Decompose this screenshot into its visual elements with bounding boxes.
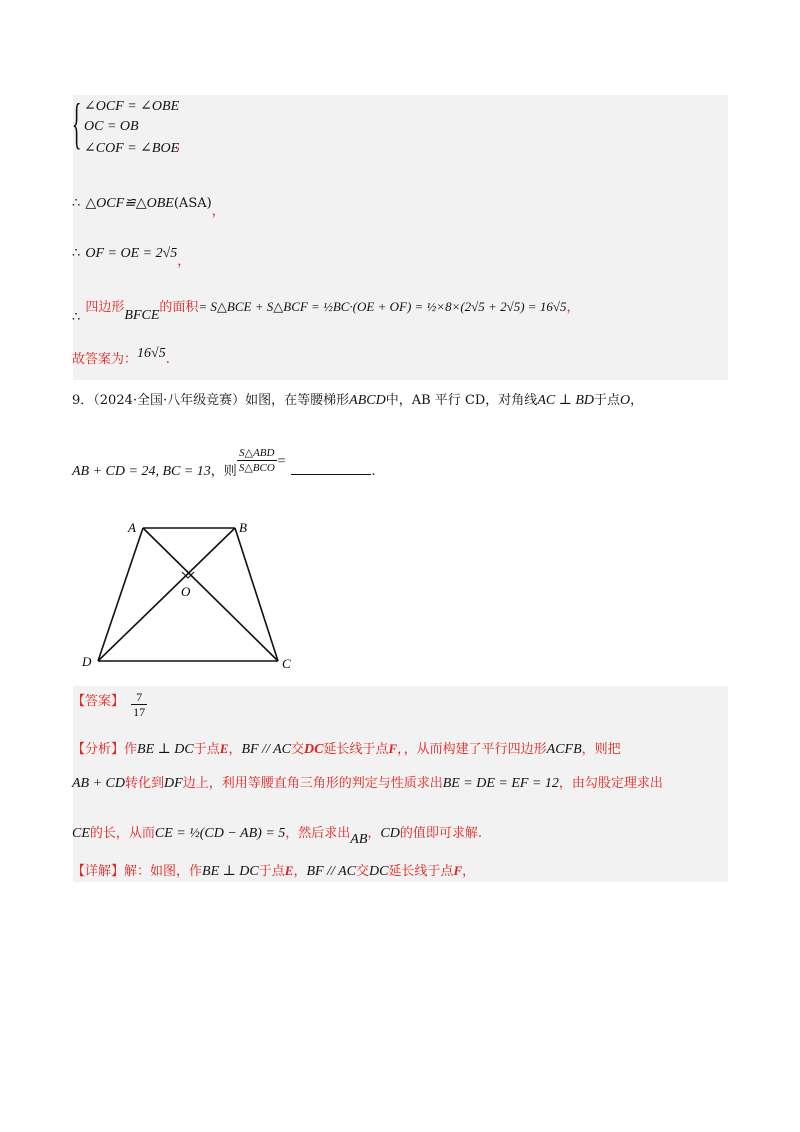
analysis-math: BE = DE = EF = 12 [442, 776, 559, 791]
answer-value: 16√5 [137, 346, 166, 361]
system-line-3: ∠COF = ∠BOE [84, 141, 180, 156]
analysis-line-1 [72, 738, 621, 758]
trapezoid-figure [78, 518, 318, 678]
detail-tag: 【详解】 [72, 864, 125, 879]
of-oe-comma: ， [177, 254, 191, 269]
analysis-text: 交 [290, 742, 304, 757]
analysis-text: 于点 [193, 742, 220, 757]
analysis-text: 边上，利用等腰直角三角形的判定与性质求出 [182, 776, 443, 791]
detail-text: 于点 [258, 864, 285, 879]
solution-panel-top [73, 95, 728, 380]
answer-denominator: 17 [133, 705, 146, 719]
detail-line [72, 860, 475, 880]
congruence-comma: ， [211, 204, 225, 219]
analysis-math: AB + CD [72, 776, 125, 791]
label-a: A [128, 520, 136, 535]
therefore-symbol-2: ∴ [72, 246, 81, 261]
area-prefix: 四边形 [85, 300, 125, 315]
answer-fraction [131, 690, 147, 719]
analysis-text: ， [367, 826, 381, 841]
question-text-5: ， [630, 393, 644, 408]
analysis-math: BF // AC [241, 742, 291, 757]
detail-text: 延长线于点 [388, 864, 454, 879]
question-end: . [371, 464, 376, 479]
question-given: AB + CD = 24, BC = 13 [72, 464, 211, 479]
detail-text: 解：如图，作 [124, 864, 203, 879]
area-formula: = S△BCE + S△BCF = ½BC·(OE + OF) = ½×8×(2√5 + 2√5) = 16√5 [198, 299, 567, 314]
side-da [98, 528, 143, 661]
question-number: 9． [72, 393, 94, 408]
answer-end: . [165, 352, 170, 367]
ratio-equals: = [276, 454, 287, 469]
area-suffix: 的面积 [159, 300, 199, 315]
analysis-math: CD [380, 826, 400, 841]
ratio-fraction [237, 446, 277, 475]
of-oe-line [72, 242, 191, 269]
question-text-6: ，则 [210, 464, 237, 479]
answer-numerator: 7 [131, 690, 147, 705]
detail-math: E [284, 863, 294, 878]
analysis-text: ，然后求出 [285, 826, 351, 841]
left-brace: { [72, 93, 82, 155]
detail-text: ， [462, 864, 476, 879]
diagonal-ac [143, 528, 278, 661]
answer-line [72, 690, 147, 719]
of-oe-equation: OF = OE = 2√5 [85, 246, 178, 261]
question-source: （2024·全国·八年级竞赛） [93, 393, 246, 408]
system-line-1: ∠OCF = ∠OBE [84, 99, 180, 114]
question-shape: ABCD [349, 393, 386, 408]
congruence-line [72, 192, 225, 219]
detail-math: F [453, 863, 463, 878]
question-text-3: AB 平行 CD，对角线 [411, 393, 538, 408]
analysis-text: ，则把 [581, 742, 621, 757]
detail-text: 交 [355, 864, 369, 879]
analysis-text: ，，从而构建了平行四边形 [397, 742, 547, 757]
analysis-text: 的长，从而 [89, 826, 155, 841]
detail-math: DC [369, 864, 389, 879]
diagonal-bd [98, 528, 235, 661]
analysis-math: E [219, 741, 229, 756]
side-bc [235, 528, 278, 661]
therefore-symbol-3: ∴ [72, 310, 81, 325]
analysis-math: BE ⊥ DC [137, 742, 194, 757]
ratio-numerator: S△ABD [237, 446, 277, 461]
analysis-line-3 [72, 822, 482, 847]
area-shape: BFCE [124, 308, 160, 323]
area-end-comma: ， [566, 300, 580, 315]
label-b: B [239, 520, 247, 535]
answer-label: 故答案为： [72, 352, 138, 367]
question-text-4: 于点 [594, 393, 621, 408]
question-text-1: 如图，在等腰梯形 [245, 393, 350, 408]
analysis-math: CE = ½(CD − AB) = 5 [154, 826, 286, 841]
question-line-2 [72, 446, 376, 479]
therefore-symbol: ∴ [72, 196, 81, 211]
analysis-line-2 [72, 772, 663, 792]
answer-tag: 【答案】 [72, 694, 125, 709]
analysis-math: DC [304, 742, 324, 757]
area-line [72, 296, 580, 325]
analysis-math: AB [350, 832, 368, 847]
analysis-text: 转化到 [125, 776, 165, 791]
detail-math: BF // AC [306, 864, 356, 879]
system-end-comma: ， [176, 138, 190, 153]
analysis-text: 延长线于点 [323, 742, 389, 757]
analysis-text: 的值即可求解. [399, 826, 482, 841]
answer-blank [291, 462, 371, 475]
label-c: C [282, 656, 291, 671]
ratio-denominator: S△BCO [238, 462, 275, 474]
analysis-tag: 【分析】 [72, 742, 125, 757]
detail-math: BE ⊥ DC [202, 864, 259, 879]
question-point-o: O [620, 393, 631, 408]
label-o: O [181, 584, 191, 599]
question-line-1 [72, 389, 643, 409]
question-perp: AC ⊥ BD [537, 393, 595, 408]
system-line-2: OC = OB [84, 119, 139, 134]
question-text-2: 中， [385, 393, 412, 408]
detail-text: ， [293, 864, 307, 879]
analysis-text: ， [228, 742, 242, 757]
congruence-reason: (ASA) [173, 196, 212, 211]
congruence-statement: △OCF≌△OBE [85, 196, 174, 211]
analysis-math: CE [72, 826, 90, 841]
label-d: D [82, 654, 92, 669]
answer-line-top [72, 342, 170, 367]
analysis-math: F [388, 741, 398, 756]
analysis-text: 作 [124, 742, 138, 757]
analysis-math: ACFB [546, 742, 582, 757]
analysis-text: ，由勾股定理求出 [558, 776, 663, 791]
analysis-math: DF [164, 776, 183, 791]
